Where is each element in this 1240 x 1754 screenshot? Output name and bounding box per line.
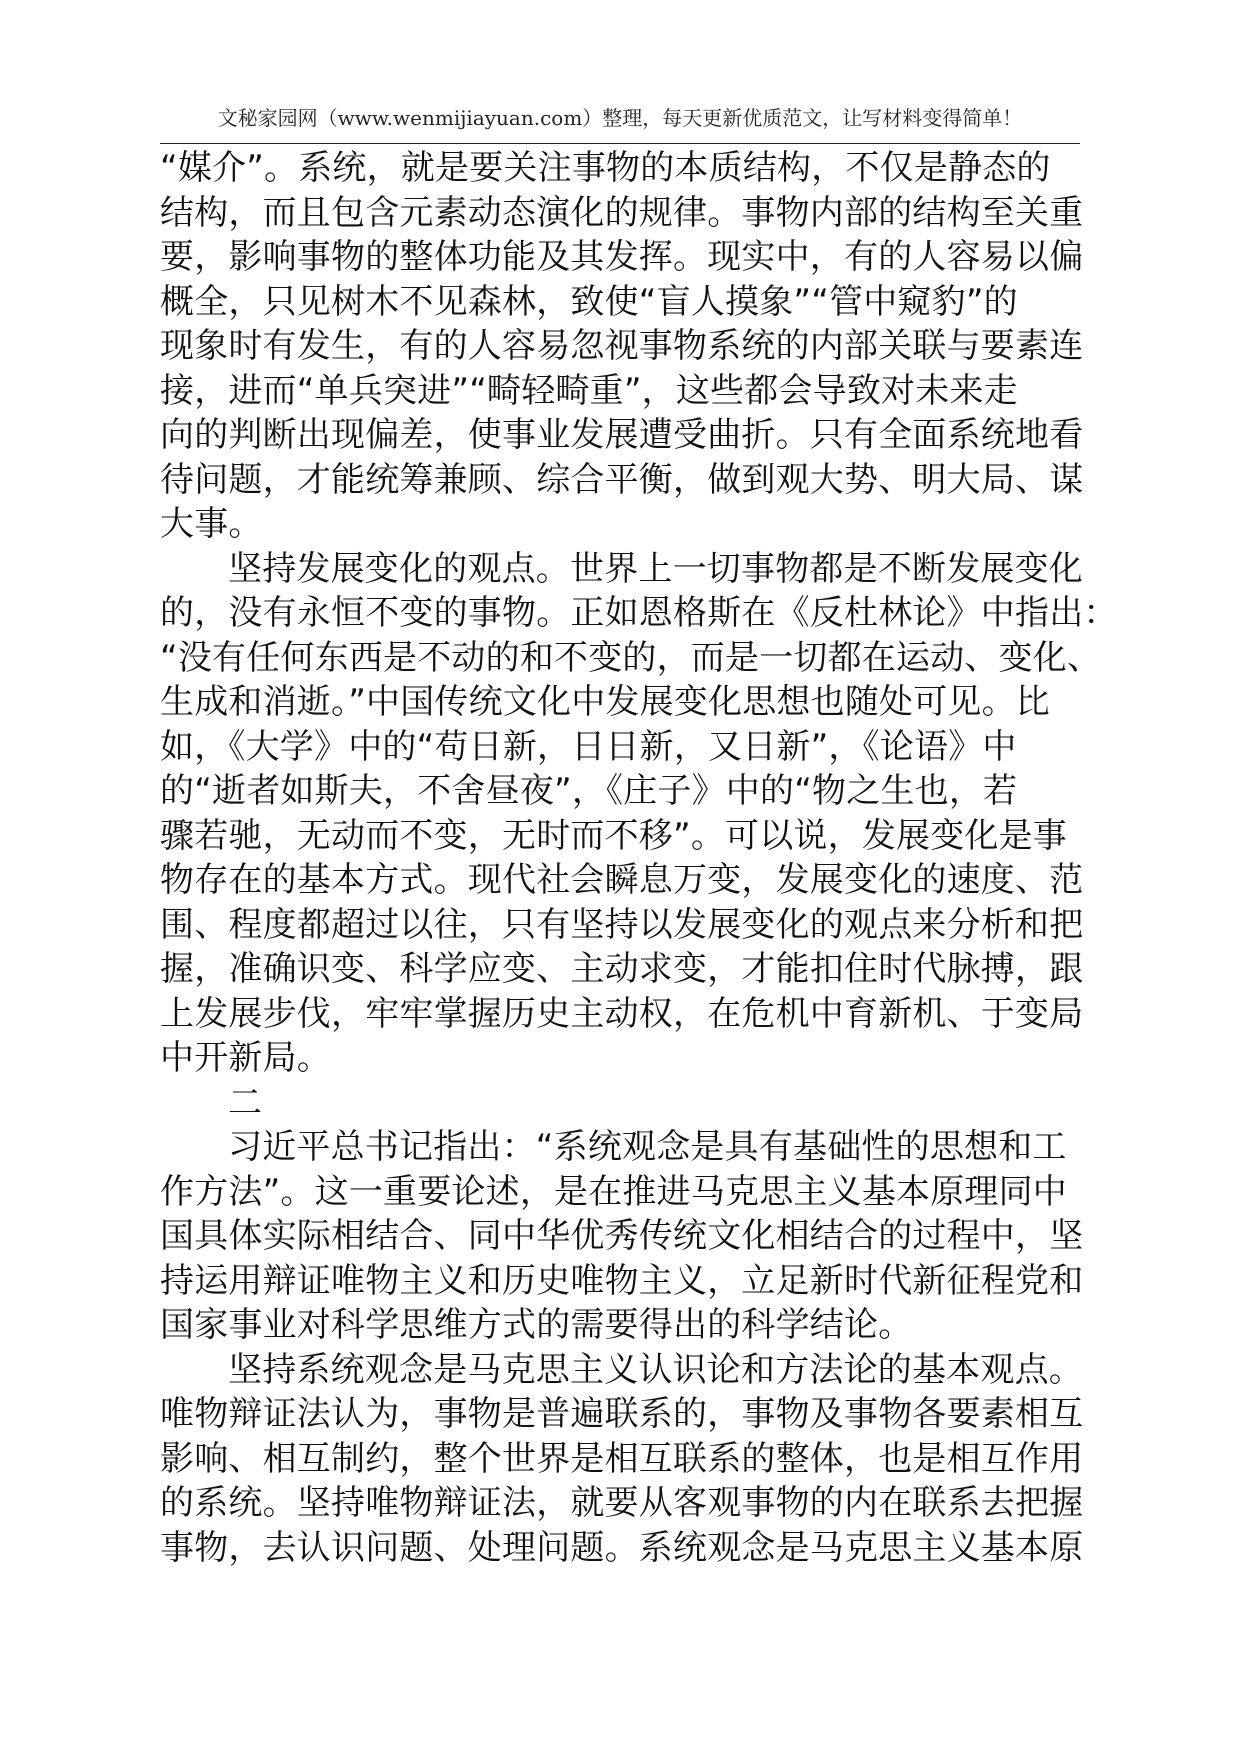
text-line: 影响、相互制约，整个世界是相互联系的整体，也是相互作用 <box>160 1438 1084 1479</box>
text-line: 习近平总书记指出：“系统观念是具有基础性的思想和工 <box>228 1127 1067 1167</box>
text-line: 中开新局。 <box>160 1038 331 1078</box>
text-line: 上发展步伐，牢牢掌握历史主动权，在危机中育新机、于变局 <box>160 993 1084 1034</box>
text-line: 二 <box>228 1082 263 1123</box>
text-line: 坚持系统观念是马克思主义认识论和方法论的基本观点。 <box>228 1349 1083 1390</box>
text-line: 坚持发展变化的观点。世界上一切事物都是不断发展变化 <box>228 548 1083 589</box>
text-line: 握，准确识变、科学应变、主动求变，才能扣住时代脉搏，跟 <box>160 949 1084 989</box>
page-header: 文秘家园网（www.wenmijiayuan.com）整理，每天更新优质范文，让写材料变得简单！ <box>217 106 1023 130</box>
text-line: 国家事业对科学思维方式的需要得出的科学结论。 <box>160 1305 913 1345</box>
text-line: 如，《大学》中的“苟日新，日日新，又日新”，《论语》中 <box>160 726 1017 767</box>
text-line: 生成和消逝。”中国传统文化中发展变化思想也随处可见。比 <box>160 682 1051 722</box>
text-line: 国具体实际相结合、同中华优秀传统文化相结合的过程中，坚 <box>160 1216 1084 1256</box>
text-line: “没有任何东西是不动的和不变的，而是一切都在运动、变化、 <box>160 637 1102 678</box>
text-line: 接，进而“单兵突进”“畸轻畸重”，这些都会导致对未来走 <box>160 370 1018 411</box>
text-line: 事物，去认识问题、处理问题。系统观念是马克思主义基本原 <box>160 1527 1084 1568</box>
text-line: 向的判断出现偏差，使事业发展遭受曲折。只有全面系统地看 <box>160 415 1084 455</box>
text-line: 的，没有永恒不变的事物。正如恩格斯在《反杜林论》中指出： <box>160 593 1118 633</box>
text-line: “媒介”。系统，就是要关注事物的本质结构，不仅是静态的 <box>160 148 1051 188</box>
text-line: 作方法”。这一重要论述，是在推进马克思主义基本原理同中 <box>160 1171 1068 1212</box>
text-line: 大事。 <box>160 504 263 544</box>
text-line: 唯物辩证法认为，事物是普遍联系的，事物及事物各要素相互 <box>160 1394 1084 1434</box>
text-line: 的系统。坚持唯物辩证法，就要从客观事物的内在联系去把握 <box>160 1483 1084 1523</box>
text-line: 物存在的基本方式。现代社会瞬息万变，发展变化的速度、范 <box>160 860 1084 900</box>
text-line: 现象时有发生，有的人容易忽视事物系统的内部关联与要素连 <box>160 326 1084 366</box>
text-line: 要，影响事物的整体功能及其发挥。现实中，有的人容易以偏 <box>160 237 1084 277</box>
body-text <box>160 146 1118 1570</box>
text-line: 待问题，才能统筹兼顾、综合平衡，做到观大势、明大局、谋 <box>160 459 1084 500</box>
text-line: 持运用辩证唯物主义和历史唯物主义，立足新时代新征程党和 <box>160 1260 1084 1301</box>
header-divider <box>160 143 1080 144</box>
text-line: 结构，而且包含元素动态演化的规律。事物内部的结构至关重 <box>160 192 1084 233</box>
text-line: 围、程度都超过以往，只有坚持以发展变化的观点来分析和把 <box>160 904 1084 945</box>
text-line: 骤若驰，无动而不变，无时而不移”。可以说，发展变化是事 <box>160 815 1068 856</box>
text-line: 概全，只见树木不见森林，致使“盲人摸象”“管中窥豹”的 <box>160 281 1018 322</box>
text-line: 的“逝者如斯夫，不舍昼夜”，《庄子》中的“物之生也，若 <box>160 771 1018 811</box>
